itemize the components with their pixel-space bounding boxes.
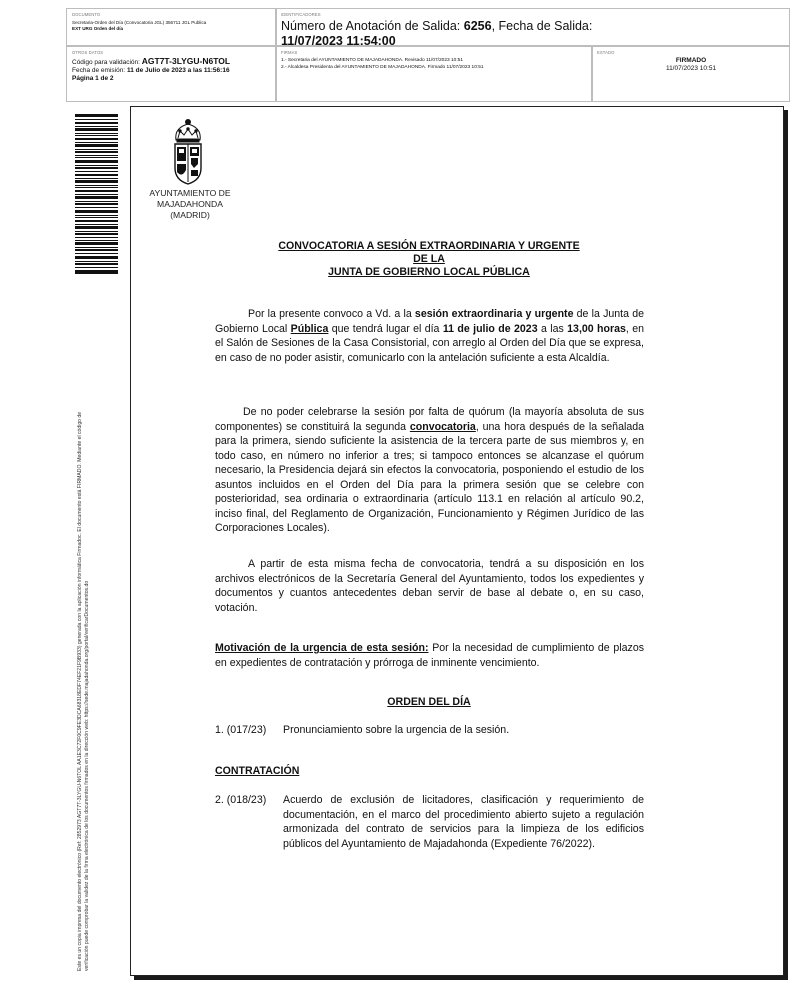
registry-date-prefix: , Fecha de Salida:: [491, 19, 593, 33]
text-run: de la Junta de Gobierno Local: [215, 308, 644, 335]
text-run: , en el Salón de Sesiones de la Casa Consistorial, con arreglo al Orden del Día que se expresa, en caso de no poder asistir, comunicarlo con la antelación suficiente a esta Alcaldía.: [215, 322, 644, 364]
text-run: De no poder celebrarse la sesión por falta de quórum (la mayoría absoluta de sus componentes) se constituirá la segunda: [215, 406, 644, 433]
text-run: Por la presente convoco a Vd. a la: [248, 308, 415, 320]
registry-prefix: Número de Anotación de Salida:: [281, 19, 461, 33]
text-run: A partir de esta misma fecha de convocatoria, tendrá a su disposición en los archivos electrónicos de la Secretaría General del Ayuntamiento, todos los expedientes y documentos y cuantos antecedentes deban servir de base al debate o, en su caso, votación.: [215, 558, 644, 614]
title-line: CONVOCATORIA A SESIÓN EXTRAORDINARIA Y URGENTE: [278, 240, 580, 252]
convocation-paragraph: [215, 307, 644, 365]
text-run: que tendrá lugar el día: [328, 322, 443, 335]
validation-code[interactable]: AGT7T-3LYGU-N6TOL: [141, 56, 231, 66]
registry-number: 6256: [463, 19, 492, 33]
institution-line: MAJADAHONDA: [157, 199, 223, 209]
validation-prefix: Código para validación:: [72, 59, 140, 66]
institution-name: [130, 188, 250, 221]
coat-of-arms-icon: [166, 118, 210, 188]
registry-cell: [276, 8, 790, 46]
text-run: a las: [537, 322, 568, 335]
signatures-cell: [276, 46, 592, 102]
issue-date: 11 de Julio de 2023 a las 11:56:16: [126, 67, 230, 74]
signatures-label: FIRMAS: [281, 50, 298, 55]
status-box: [597, 57, 785, 73]
urgency-label: Motivación de la urgencia de esta sesión:: [215, 642, 429, 654]
agenda-item-text: Acuerdo de exclusión de licitadores, clasificación y requerimiento de documentación, en el marco del procedimiento abierto sujeto a regulación armonizada del contrato de servicios para la limpieza de los edificios públicos del Ayuntamiento de Majadahonda (Expediente 76/2022).: [283, 794, 644, 850]
side-text-line: Este es un copia impresa del documento electrónico (Ref: 2852973 AGT7T-3LYGU-N6TOL AA1E3C72F0C9FE3DCA68318EDF74EF21F9B933) generada con la aplicación informática Firmadoc. El documento está FIRMADO. Mediante el código de: [77, 411, 83, 971]
other-data-cell: [66, 46, 276, 102]
issue-prefix: Fecha de emisión:: [72, 67, 126, 74]
agenda-heading: ORDEN DEL DÍA: [387, 696, 471, 708]
text-run-bold: 13,00 horas: [567, 322, 626, 335]
side-verification-text: [77, 291, 91, 971]
section-heading: CONTRATACIÓN: [215, 765, 300, 777]
text-run: Por la necesidad de cumplimiento de plazos en expedientes de contratación y prórroga de inminente vencimiento.: [215, 642, 645, 669]
document-name: Secretaria-Orden del Día (Convocatoria JGL) 356711 JGL Publica: [72, 20, 207, 25]
document-cell: [66, 8, 276, 46]
registry-entry: [281, 19, 651, 46]
title-line: JUNTA DE GOBIERNO LOCAL PÚBLICA: [328, 266, 530, 278]
quorum-paragraph: [215, 405, 644, 536]
document-header: [66, 8, 790, 102]
status-cell: [592, 46, 790, 102]
text-run-underline: convocatoria: [409, 420, 476, 433]
page-info: Página 1 de 2: [72, 75, 114, 82]
status-date: 11/07/2023 10:51: [665, 65, 717, 72]
barcode-icon: [75, 114, 118, 274]
registry-date: 11/07/2023: [281, 34, 343, 46]
institution-line: AYUNTAMIENTO DE: [149, 188, 231, 198]
text-run-underline: Pública: [290, 322, 329, 335]
agenda-item: [215, 723, 644, 738]
agenda-item-text: Pronunciamiento sobre la urgencia de la sesión.: [283, 724, 510, 736]
document-subname: EXT URG Orden del día: [72, 26, 124, 31]
status-badge: FIRMADO: [675, 57, 707, 64]
side-text-line: verificación puede comprobar la validez de la firma electrónica de los documentos firmados en la dirección web: https://sede.majadahonda.org/portal/verificarDocumentos.do: [84, 580, 90, 971]
urgency-paragraph: [215, 641, 644, 670]
text-run-bold: 11 de julio de 2023: [442, 322, 538, 335]
institution-line: (MADRID): [170, 210, 210, 220]
text-run: , una hora después de la señalada para la primera, siendo suficiente la asistencia de la tercera parte de sus miembros y, en todo caso, en número no inferior a tres; si tampoco entonces se alcanzase el quórum necesario, la Presidencia dejará sin efectos la convocatoria, posponiendo el estudio de los asuntos incluidos en el Orden del Día para la primera sesión que se celebre con posterioridad, sea ordinaria o extraordinaria (artículo 113.1 en relación al artículo 90.2, inciso final, del Reglamento de Organización, Funcionamiento y Régimen Jurídico de las Corporaciones Locales).: [215, 420, 644, 534]
agenda-item-number: 2. (018/23): [215, 794, 267, 806]
signature-item: 1.- Secretaria del AYUNTAMIENTO DE MAJADAHONDA. Revisado 11/07/2023 10:51: [281, 58, 463, 63]
validation-code-line: [72, 57, 270, 67]
page-title: [214, 240, 644, 279]
signature-item: 2.- Alcaldesa Presidenta del AYUNTAMIENTO DE MAJADAHONDA. Firmado 11/07/2023 10:51: [281, 65, 484, 70]
registry-time: 11:54:00: [346, 34, 396, 46]
other-data-label: OTROS DATOS: [72, 50, 104, 55]
status-label: ESTADO: [597, 50, 615, 55]
document-label: DOCUMENTO: [72, 12, 101, 17]
title-line: DE LA: [413, 253, 445, 265]
agenda-item-number: 1. (017/23): [215, 724, 267, 736]
identifiers-label: IDENTIFICADORES: [281, 12, 321, 17]
agenda-item: [215, 793, 644, 851]
availability-paragraph: [215, 557, 644, 615]
issue-date-line: [72, 67, 270, 75]
text-run-bold: sesión extraordinaria y urgente: [414, 308, 574, 320]
